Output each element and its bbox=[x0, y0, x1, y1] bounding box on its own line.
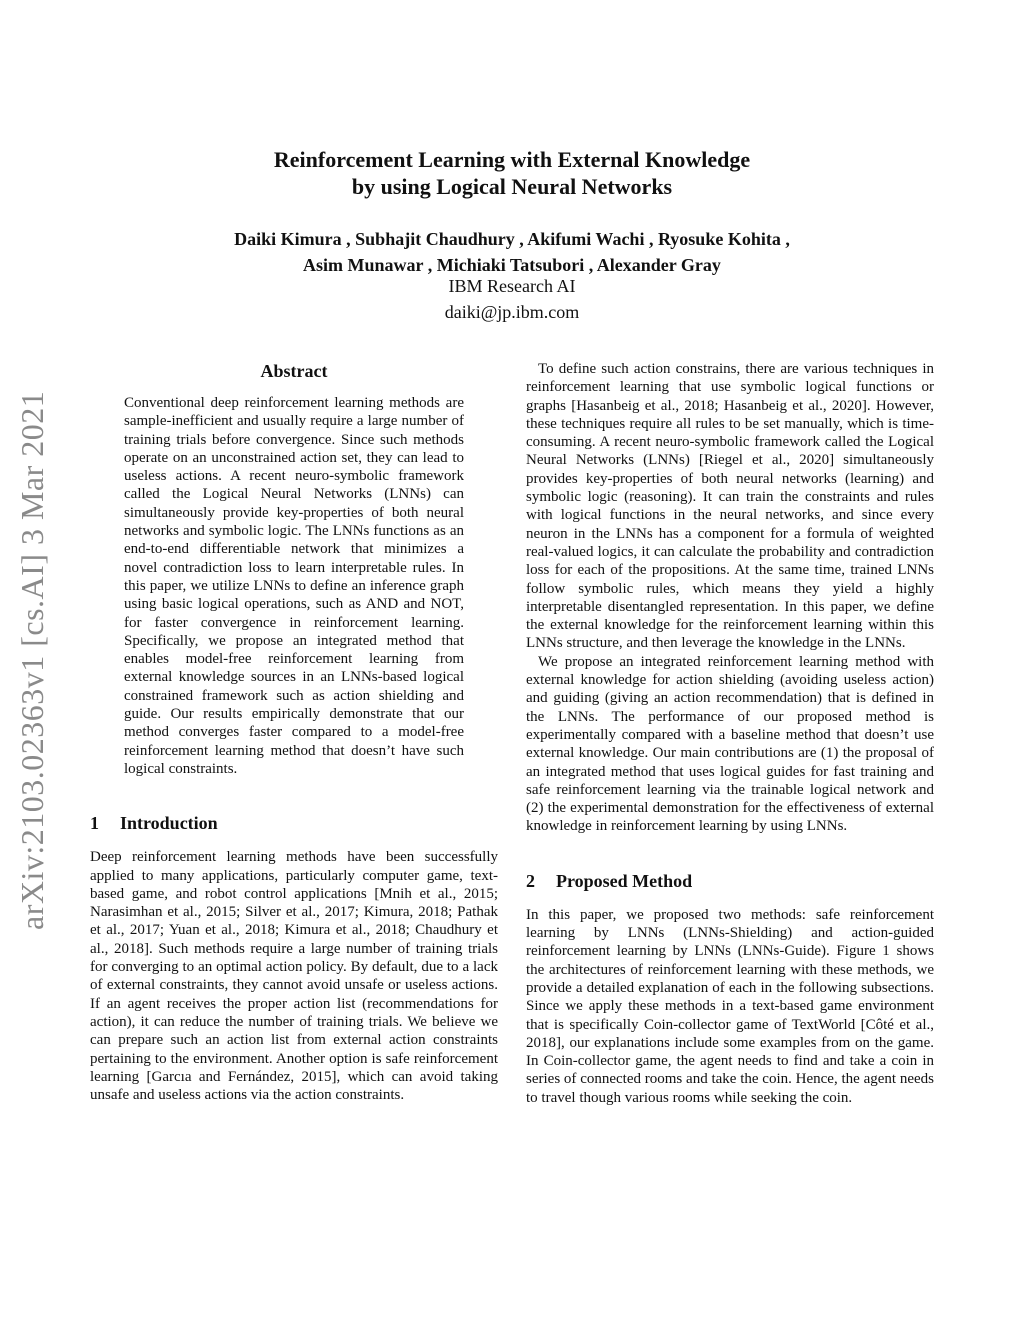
title-line-2: by using Logical Neural Networks bbox=[351, 174, 673, 199]
authors-line-2: Asim Munawar , Michiaki Tatsubori , Alexander Gray bbox=[303, 255, 721, 275]
right-column bbox=[526, 360, 934, 1107]
section-2-title: Proposed Method bbox=[556, 870, 693, 891]
section-2-number: 2 bbox=[526, 870, 535, 891]
section-1-title: Introduction bbox=[120, 813, 218, 834]
author-list bbox=[0, 226, 1024, 278]
arxiv-stamp: arXiv:2103.02363v1 [cs.AI] 3 Mar 2021 bbox=[14, 390, 50, 930]
introduction-paragraph-1: Deep reinforcement learning methods have been successfully applied to many applications, particularly computer game, text-based game, and robot control applications [Mnih et al., 2015; Narasimhan et al., 2015; Silver et al., 2017; Kimura, 2018; Pathak et al., 2017; Yuan et al., 2018; Kimura et al., 2018; Chaudhury et al., 2018]. Such methods require a large number of training trials for converging to an optimal action policy. By default, due to a lack of external constraints, they cannot avoid unsafe or useless actions. If an agent receives the proper action list (recommendations for action), it can reduce the number of training trials. We believe we can prepare such an action list from external action constraints pertaining to the environment. Another option is safe reinforcement learning [Garcıa and Fernández, 2015], which can avoid taking unsafe and useless actions via the action constraints. bbox=[90, 849, 498, 1104]
method-paragraph-1: In this paper, we proposed two methods: safe reinforcement learning by LNNs (LNNs-Shielding) and action-guided reinforcement learning by LNNs (LNNs-Guide). Figure 1 shows the architectures of reinforcement learning with these methods, we provide a detailed explanation of each in the following subsections. Since we apply these methods in a text-based game environment that is specifically Coin-collector game of TextWorld [Côté et al., 2018], our explanations include some examples from on the game. In Coin-collector game, the agent needs to find and take a coin in series of connected rooms and take the coin. Hence, the agent needs to travel though various rooms while seeking the coin. bbox=[526, 906, 934, 1106]
section-2-heading bbox=[526, 870, 934, 892]
paper-title bbox=[0, 146, 1024, 200]
introduction-paragraph-2: To define such action constrains, there are various techniques in reinforcement learning that use symbolic logical functions or graphs [Hasanbeig et al., 2018; Hasanbeig et al., 2020]. However, these techniques require all rules to be set manually, which is time-consuming. A recent neuro-symbolic framework called the Logical Neural Networks (LNNs) [Riegel et al., 2020] simultaneously provides key-properties of both neural networks (learning) and symbolic logic (reasoning). It can train the constraints and rules with logical functions in the neural networks, and since every neuron in the LNNs has a component for a formula of weighted real-valued logics, it can calculate the probability and contradiction loss for each of the propositions. At the same time, trained LNNs follow symbolic rules, which means they yield a highly interpretable disentangled representation. In this paper, we define the external knowledge for the reinforcement learning within this LNNs structure, and then leverage the knowledge in the LNNs. bbox=[526, 361, 934, 652]
affiliation: IBM Research AI bbox=[448, 276, 576, 296]
author-email: daiki@jp.ibm.com bbox=[444, 302, 580, 322]
abstract-heading: Abstract bbox=[260, 361, 328, 381]
title-line-1: Reinforcement Learning with External Knowledge bbox=[273, 147, 751, 172]
section-1-number: 1 bbox=[90, 813, 99, 834]
affiliation-block bbox=[0, 273, 1024, 325]
left-column bbox=[90, 360, 498, 1104]
authors-line-1: Daiki Kimura , Subhajit Chaudhury , Akifumi Wachi , Ryosuke Kohita , bbox=[234, 229, 790, 249]
abstract-text: Conventional deep reinforcement learning methods are sample-inefficient and usually require a large number of training trials before convergence. Since such methods operate on an unconstrained action set, they can lead to useless actions. A recent neuro-symbolic framework called the Logical Neural Networks (LNNs) can simultaneously provide key-properties of both neural networks and symbolic logic. The LNNs functions as an end-to-end differentiable network that minimizes a novel contradiction loss to learn interpretable rules. In this paper, we utilize LNNs to define an inference graph using basic logical operations, such as AND and NOT, for faster convergence in reinforcement learning. Specifically, we propose an integrated method that enables model-free reinforcement learning from external knowledge sources in an LNNs-based logical constrained framework such as action shielding and guide. Our results empirically demonstrate that our method converges faster compared to a model-free reinforcement learning method that doesn’t have such logical constraints. bbox=[124, 395, 464, 777]
section-1-heading bbox=[90, 812, 498, 834]
introduction-paragraph-3: We propose an integrated reinforcement learning method with external knowledge for action shielding (avoiding useless action) and guiding (giving an action recommendation) that is defined in the LNNs. The performance of our proposed method is experimentally compared with a baseline method that doesn’t use external knowledge. Our main contributions are (1) the proposal of an integrated method that uses logical guides for fast training and safe reinforcement learning via the trainable logical network and (2) the experimental demonstration for the effectiveness of external knowledge in reinforcement learning by using LNNs. bbox=[526, 653, 934, 835]
